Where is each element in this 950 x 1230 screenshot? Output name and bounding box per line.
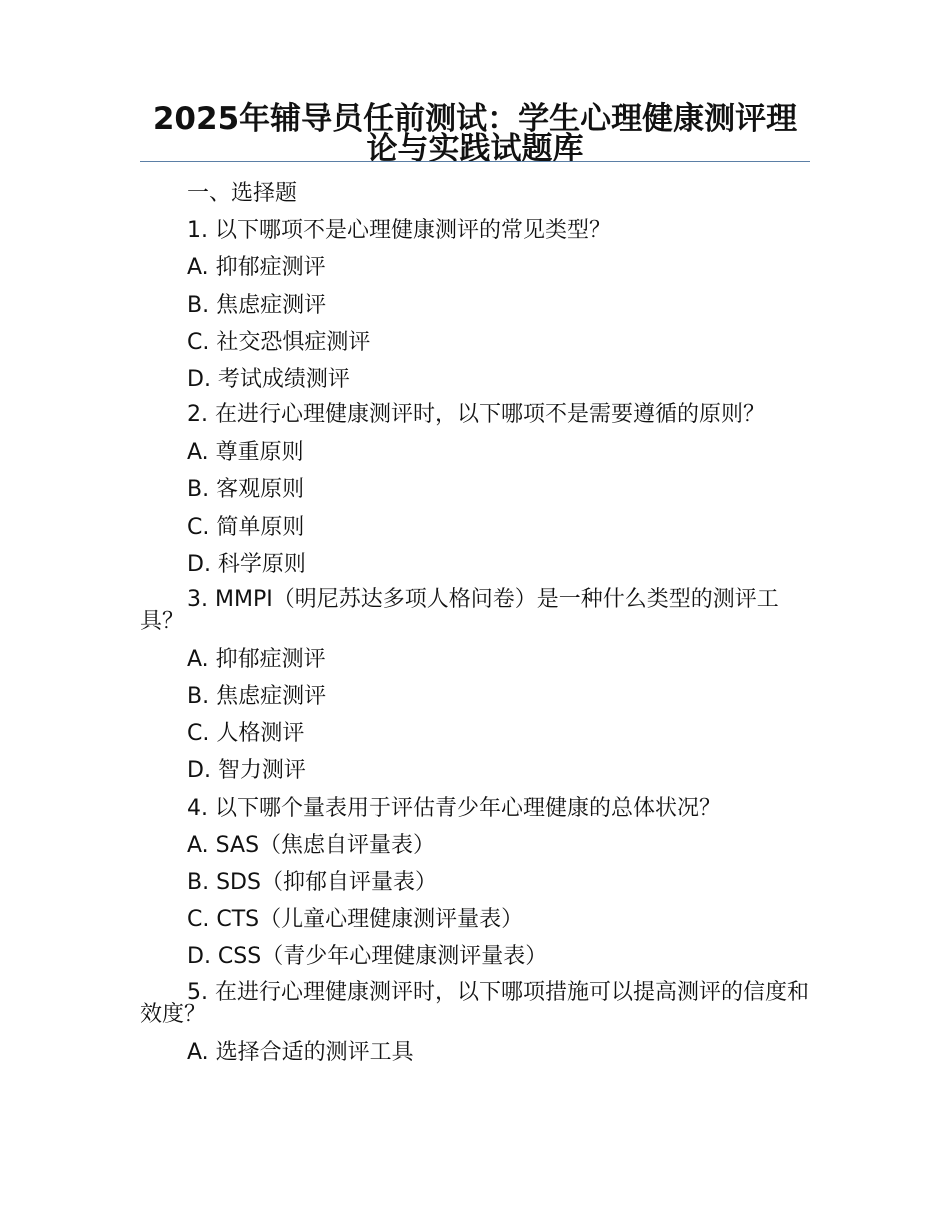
question-block-4 [140,790,810,976]
question-block-5 [140,976,810,1071]
option-item: A. SAS（焦虑自评量表） [187,832,436,858]
question-block-2 [140,398,810,583]
document-title: 2025年辅导员任前测试：学生心理健康测评理论与实践试题库 [152,101,798,167]
option-item: C. CTS（儿童心理健康测评量表） [187,907,524,933]
option-item: B. SDS（抑郁自评量表） [187,870,437,895]
option-item: D. 智力测评 [187,758,306,784]
question-text: 4. 以下哪个量表用于评估青少年心理健康的总体状况？ [187,795,721,821]
question-text: 3. MMPI（明尼苏达多项人格问卷）是一种什么类型的测评工具？ [140,586,779,634]
question-text: 1. 以下哪项不是心理健康测评的常见类型？ [187,218,611,244]
option-item: D. 考试成绩测评 [187,366,350,392]
title-divider [140,161,810,162]
option-item: A. 尊重原则 [187,440,304,466]
option-item: A. 抑郁症测评 [187,255,326,281]
question-block-3 [140,583,810,790]
option-item: B. 焦虑症测评 [187,684,327,710]
section-heading: 一、选择题 [187,181,298,206]
option-item: B. 客观原则 [187,477,305,503]
option-item: C. 社交恐惧症测评 [187,329,371,355]
document-body [140,175,810,1071]
option-item: C. 简单原则 [187,514,305,540]
option-item: A. 选择合适的测评工具 [187,1039,414,1065]
question-text: 5. 在进行心理健康测评时，以下哪项措施可以提高测评的信度和效度？ [140,979,809,1027]
option-item: D. CSS（青少年心理健康测评量表） [187,944,548,970]
question-text: 2. 在进行心理健康测评时，以下哪项不是需要遵循的原则？ [187,402,765,428]
option-item: C. 人格测评 [187,721,305,747]
option-item: D. 科学原则 [187,551,306,577]
option-item: A. 抑郁症测评 [187,646,326,672]
question-block-1 [140,212,810,398]
option-item: B. 焦虑症测评 [187,292,327,318]
